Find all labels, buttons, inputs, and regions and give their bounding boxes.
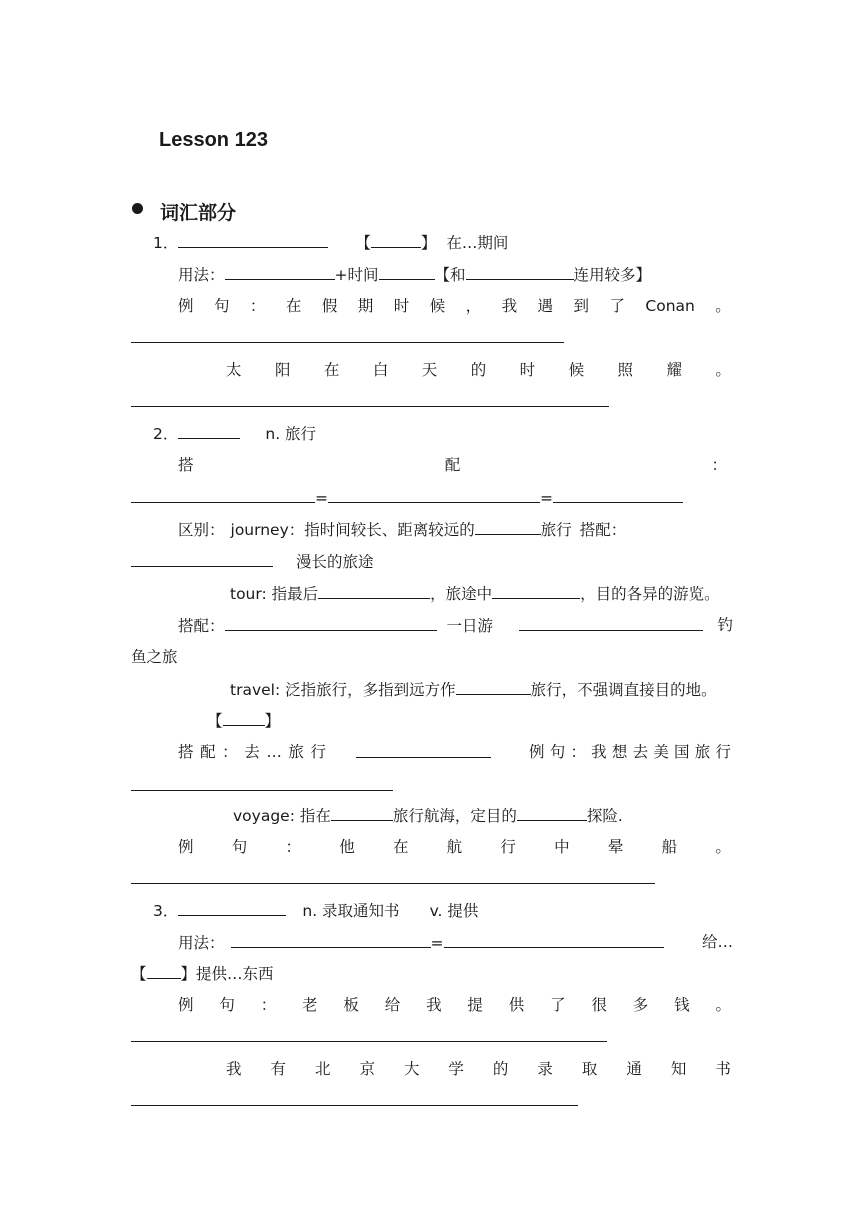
voyage-line (233, 805, 623, 826)
answer-line[interactable] (131, 1041, 607, 1042)
char: 照 (617, 361, 634, 379)
collocation-blanks (131, 487, 683, 508)
char: 国 (674, 743, 690, 761)
char: 例 (178, 996, 194, 1014)
char: 晕 (607, 838, 624, 856)
item1-usage (178, 264, 651, 285)
bracket-left: 【 (355, 234, 371, 252)
char: ： (711, 456, 727, 474)
char: 在 (392, 838, 409, 856)
item-number: 1． (153, 234, 179, 252)
char: 录 (537, 1060, 553, 1078)
char: 到 (573, 297, 589, 315)
char: 天 (421, 361, 438, 379)
blank[interactable] (371, 232, 421, 248)
blank[interactable] (444, 932, 664, 948)
example-sentence (178, 296, 731, 316)
example-sentence (226, 360, 731, 380)
usage-text: +时间 (334, 266, 379, 284)
tour-colloc-label: 搭配： (178, 617, 225, 635)
blank[interactable] (466, 264, 574, 280)
blank[interactable] (147, 963, 181, 979)
char: 在 (285, 297, 302, 315)
blank[interactable] (318, 583, 430, 599)
char: 候 (429, 297, 446, 315)
fishing-text: 钓 (717, 616, 733, 634)
diff-label: 区别： (178, 521, 225, 539)
usage-text: 给… (701, 933, 733, 951)
blank[interactable] (517, 805, 587, 821)
char: 假 (321, 297, 338, 315)
tour-colloc-line (178, 615, 733, 636)
item-number: 2． (153, 425, 179, 443)
voyage-text: voyage: 指在 (233, 807, 331, 825)
char: 太 (226, 361, 242, 379)
travel-colloc (178, 742, 326, 762)
item3-usage (178, 932, 733, 953)
usage-label: 用法： (178, 266, 225, 284)
section-heading: 词汇部分 (160, 202, 237, 224)
char: 配 (200, 743, 216, 761)
char: 例 (178, 838, 194, 856)
char: 旅 (288, 743, 304, 761)
item-number: 3． (153, 902, 179, 920)
word-meaning: v. 提供 (429, 902, 479, 920)
item2-line (153, 423, 316, 444)
tour-text: tour: 指最后 (230, 585, 319, 603)
word-meaning: 在…期间 (446, 234, 509, 252)
journey-text: 搭配： (579, 521, 627, 539)
char: 耀 (666, 361, 682, 379)
blank[interactable] (328, 487, 540, 503)
char: ： (570, 743, 586, 761)
char: 航 (446, 838, 463, 856)
char: 板 (343, 996, 359, 1014)
equals: = (540, 489, 553, 507)
char: 我 (226, 1060, 242, 1078)
char: 白 (372, 361, 389, 379)
char: 去 (244, 743, 260, 761)
usage-label: 用法： (178, 934, 225, 952)
voyage-text: 探险. (586, 807, 623, 825)
char: ： (249, 297, 266, 315)
equals: = (430, 934, 444, 952)
bracket-right: 】 (420, 234, 437, 252)
char: 我 (426, 996, 442, 1014)
blank[interactable] (131, 487, 315, 503)
usage-text: 】提供…东西 (180, 965, 274, 983)
journey-text: 旅行 (540, 521, 572, 539)
blank[interactable] (475, 519, 541, 535)
answer-line[interactable] (131, 790, 393, 791)
fishing-line: 鱼之旅 (131, 648, 178, 666)
answer-line[interactable] (131, 883, 655, 884)
long-journey: 漫长的旅途 (296, 553, 374, 571)
travel-example (529, 742, 731, 762)
blank[interactable] (223, 710, 265, 726)
char: 的 (470, 361, 487, 379)
char: 美 (653, 743, 669, 761)
char: 我 (501, 297, 518, 315)
char: 句 (213, 297, 230, 315)
item3-bracket (131, 963, 274, 984)
blank[interactable] (456, 679, 531, 695)
travel-line (230, 679, 717, 700)
char: 在 (323, 361, 340, 379)
tour-line (230, 583, 720, 604)
journey-text: journey：指时间较长、距离较远的 (230, 521, 475, 539)
char: 大 (403, 1060, 420, 1078)
blank[interactable] (331, 805, 393, 821)
char: 多 (632, 996, 649, 1014)
char: 行 (715, 743, 731, 761)
char: 中 (554, 838, 570, 856)
char: 。 (715, 297, 731, 315)
example-sentence (226, 1059, 731, 1079)
char: 行 (310, 743, 326, 761)
blank[interactable] (231, 932, 431, 948)
char: 北 (314, 1060, 331, 1078)
blank[interactable] (178, 232, 328, 248)
char: 。 (715, 996, 731, 1014)
char: 很 (591, 996, 607, 1014)
day-trip: 一日游 (446, 617, 494, 635)
char: 去 (632, 743, 649, 761)
char: ： (285, 838, 301, 856)
bullet-icon (132, 203, 143, 214)
char: 候 (568, 361, 585, 379)
tour-text: ，目的各异的游览。 (580, 585, 720, 603)
char: 我 (591, 743, 607, 761)
bracket-right: 】 (264, 712, 281, 730)
char: 有 (270, 1060, 286, 1078)
tour-text: ，旅途中 (430, 585, 493, 603)
word-meaning: n. 录取通知书 (302, 902, 400, 920)
char: 书 (715, 1060, 731, 1078)
char: 行 (500, 838, 516, 856)
char: 旅 (694, 743, 711, 761)
char: 取 (581, 1060, 598, 1078)
blank[interactable] (178, 900, 286, 916)
char: 例 (178, 297, 194, 315)
journey-line (178, 519, 626, 540)
voyage-text: 旅行航海，定目的 (392, 807, 517, 825)
char: 。 (715, 361, 731, 379)
blank[interactable] (519, 615, 703, 631)
char: 船 (661, 838, 678, 856)
blank[interactable] (553, 487, 683, 503)
char: 给 (384, 996, 401, 1014)
char: 提 (467, 996, 483, 1014)
char: 京 (359, 1060, 375, 1078)
char: 搭 (178, 456, 194, 474)
item3-line (153, 900, 478, 921)
char: 阳 (274, 361, 291, 379)
page-title: Lesson 123 (159, 129, 268, 151)
answer-line[interactable] (356, 757, 491, 758)
char: Conan (645, 297, 695, 315)
char: 句 (549, 743, 566, 761)
journey-colloc-line (131, 551, 374, 572)
answer-line[interactable] (131, 1105, 578, 1106)
travel-text: 旅行，不强调直接目的地。 (530, 681, 717, 699)
char: 了 (609, 297, 625, 315)
char: 通 (626, 1060, 642, 1078)
char: 他 (339, 838, 355, 856)
collocation-label (178, 455, 727, 475)
word-meaning: n. 旅行 (265, 425, 317, 443)
char: 知 (670, 1060, 687, 1078)
char: 。 (715, 838, 731, 856)
char: 搭 (178, 743, 194, 761)
answer-line[interactable] (131, 342, 564, 343)
char: 时 (519, 361, 536, 379)
answer-line[interactable] (131, 406, 609, 407)
char: 的 (492, 1060, 509, 1078)
blank[interactable] (379, 264, 435, 280)
char: 钱 (674, 996, 690, 1014)
bracket-left: 【 (131, 965, 147, 983)
blank[interactable] (131, 551, 273, 567)
item1-line (153, 232, 508, 253)
voyage-example (178, 837, 731, 857)
char: 句 (231, 838, 248, 856)
char: 学 (448, 1060, 464, 1078)
char: 期 (357, 297, 374, 315)
usage-text: 【和 (434, 266, 466, 284)
char: 例 (529, 743, 545, 761)
char: ， (465, 297, 482, 315)
blank[interactable] (178, 423, 240, 439)
travel-bracket (207, 710, 280, 731)
example-sentence (178, 995, 731, 1015)
char: 老 (302, 996, 318, 1014)
char: 供 (508, 996, 525, 1014)
char: … (266, 743, 282, 761)
bracket-left: 【 (207, 712, 223, 730)
char: 句 (219, 996, 235, 1014)
char: ： (260, 996, 277, 1014)
blank[interactable] (492, 583, 580, 599)
char: 想 (611, 743, 628, 761)
char: 配 (444, 456, 461, 474)
blank[interactable] (225, 615, 437, 631)
char: 了 (550, 996, 566, 1014)
char: ： (222, 743, 238, 761)
travel-text: travel: 泛指旅行，多指到远方作 (230, 681, 456, 699)
char: 遇 (537, 297, 554, 315)
usage-text: 连用较多】 (573, 266, 652, 284)
char: 时 (393, 297, 410, 315)
equals: = (315, 489, 328, 507)
blank[interactable] (225, 264, 335, 280)
